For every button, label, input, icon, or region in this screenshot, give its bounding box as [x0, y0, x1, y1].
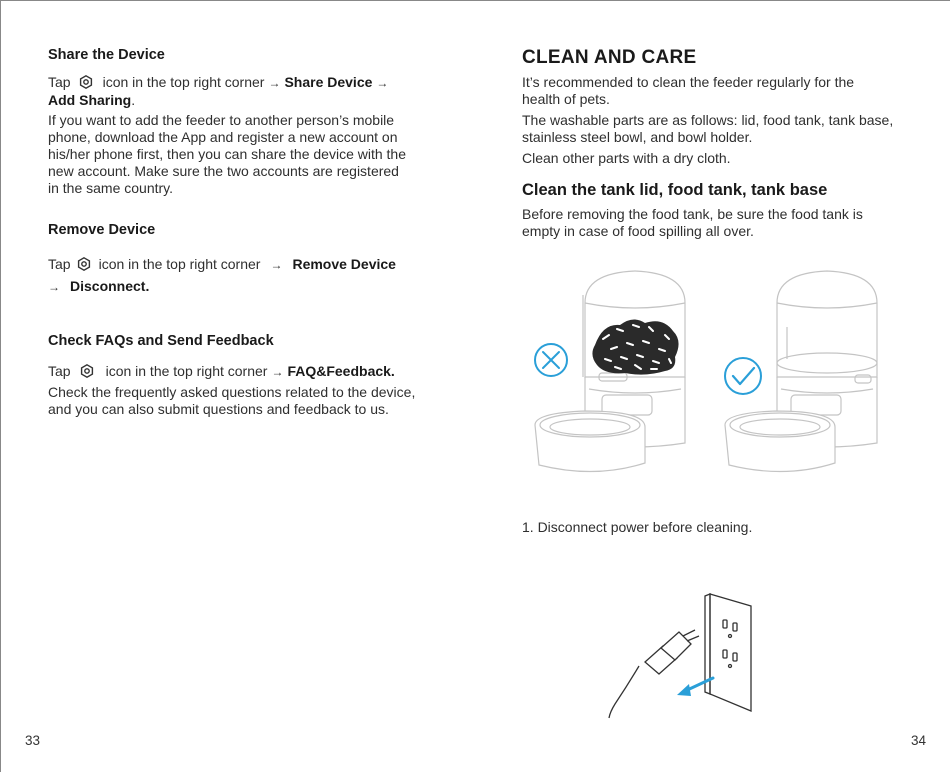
faq-para-line: Check the frequently asked questions related to the device,: [48, 384, 416, 400]
intro-paragraph: [522, 74, 942, 108]
before-line: Before removing the food tank, be sure the food tank is: [522, 206, 863, 222]
washable-paragraph: [522, 112, 947, 146]
arrow-head: [677, 684, 691, 696]
kibble-pile: [592, 319, 678, 374]
arrow-icon: →: [48, 280, 60, 294]
intro-line: It’s recommended to clean the feeder regularly for the: [522, 74, 855, 90]
settings-gear-icon: [79, 75, 93, 89]
arrow-icon: →: [271, 365, 284, 379]
tap-text: Tap: [48, 74, 71, 90]
remove-heading: Remove Device: [48, 222, 156, 238]
tap-text: Tap: [48, 363, 71, 379]
share-para-line: in the same country.: [48, 180, 174, 196]
wall-outlet: [705, 594, 751, 711]
wrong-x-icon: [535, 344, 567, 376]
share-para-line: new account. Make sure the two accounts are registered: [48, 163, 399, 179]
washable-line: stainless steel bowl, and bowl holder.: [522, 129, 753, 145]
corner-text: icon in the top right corner: [98, 256, 261, 272]
add-sharing-step: Add Sharing: [48, 92, 132, 108]
corner-text: icon in the top right corner: [102, 74, 265, 90]
section-title: Clean the tank lid, food tank, tank base: [522, 181, 828, 199]
share-paragraph: [48, 112, 468, 197]
faq-paragraph: [48, 384, 468, 418]
share-instruction: [48, 74, 468, 109]
power-plug: [609, 630, 699, 718]
share-heading: Share the Device: [48, 47, 165, 63]
before-paragraph: [522, 206, 947, 240]
settings-gear-icon: [80, 364, 94, 378]
step-disconnect-power: 1. Disconnect power before cleaning.: [522, 519, 753, 535]
share-para-line: If you want to add the feeder to another person’s mobile: [48, 112, 395, 128]
share-para-line: his/her phone first, then you can share the device with the: [48, 146, 406, 162]
right-page: [475, 0, 950, 772]
remove-instruction: [48, 254, 468, 298]
page-number-left: 33: [25, 733, 41, 748]
disconnect-step: Disconnect.: [70, 278, 150, 294]
intro-line: health of pets.: [522, 91, 610, 107]
remove-device-step: Remove Device: [292, 256, 396, 272]
arrow-icon: →: [376, 76, 389, 90]
page-number-right: 34: [910, 733, 926, 748]
period: .: [131, 92, 136, 108]
dry-cloth-text: Clean other parts with a dry cloth.: [522, 150, 731, 166]
faq-para-line: and you can also submit questions and feedback to us.: [48, 401, 389, 417]
faq-instruction: [48, 363, 468, 381]
share-device-step: Share Device: [284, 74, 373, 90]
washable-line: The washable parts are as follows: lid, food tank, tank base,: [522, 112, 894, 128]
check-icon: [725, 358, 761, 394]
feeder-illustration: [525, 265, 935, 485]
corner-text: icon in the top right corner: [105, 363, 268, 379]
settings-gear-icon: [77, 257, 91, 271]
clean-care-title: CLEAN AND CARE: [522, 47, 697, 68]
unplug-illustration: [605, 586, 765, 726]
arrow-icon: →: [270, 258, 283, 272]
before-line: empty in case of food spilling all over.: [522, 223, 754, 239]
feeder-empty: [725, 271, 877, 472]
share-para-line: phone, download the App and register a new account on: [48, 129, 398, 145]
faq-heading: Check FAQs and Send Feedback: [48, 333, 274, 349]
tap-text: Tap: [48, 256, 71, 272]
arrow-icon: →: [268, 76, 281, 90]
faq-feedback-step: FAQ&Feedback.: [287, 363, 395, 379]
